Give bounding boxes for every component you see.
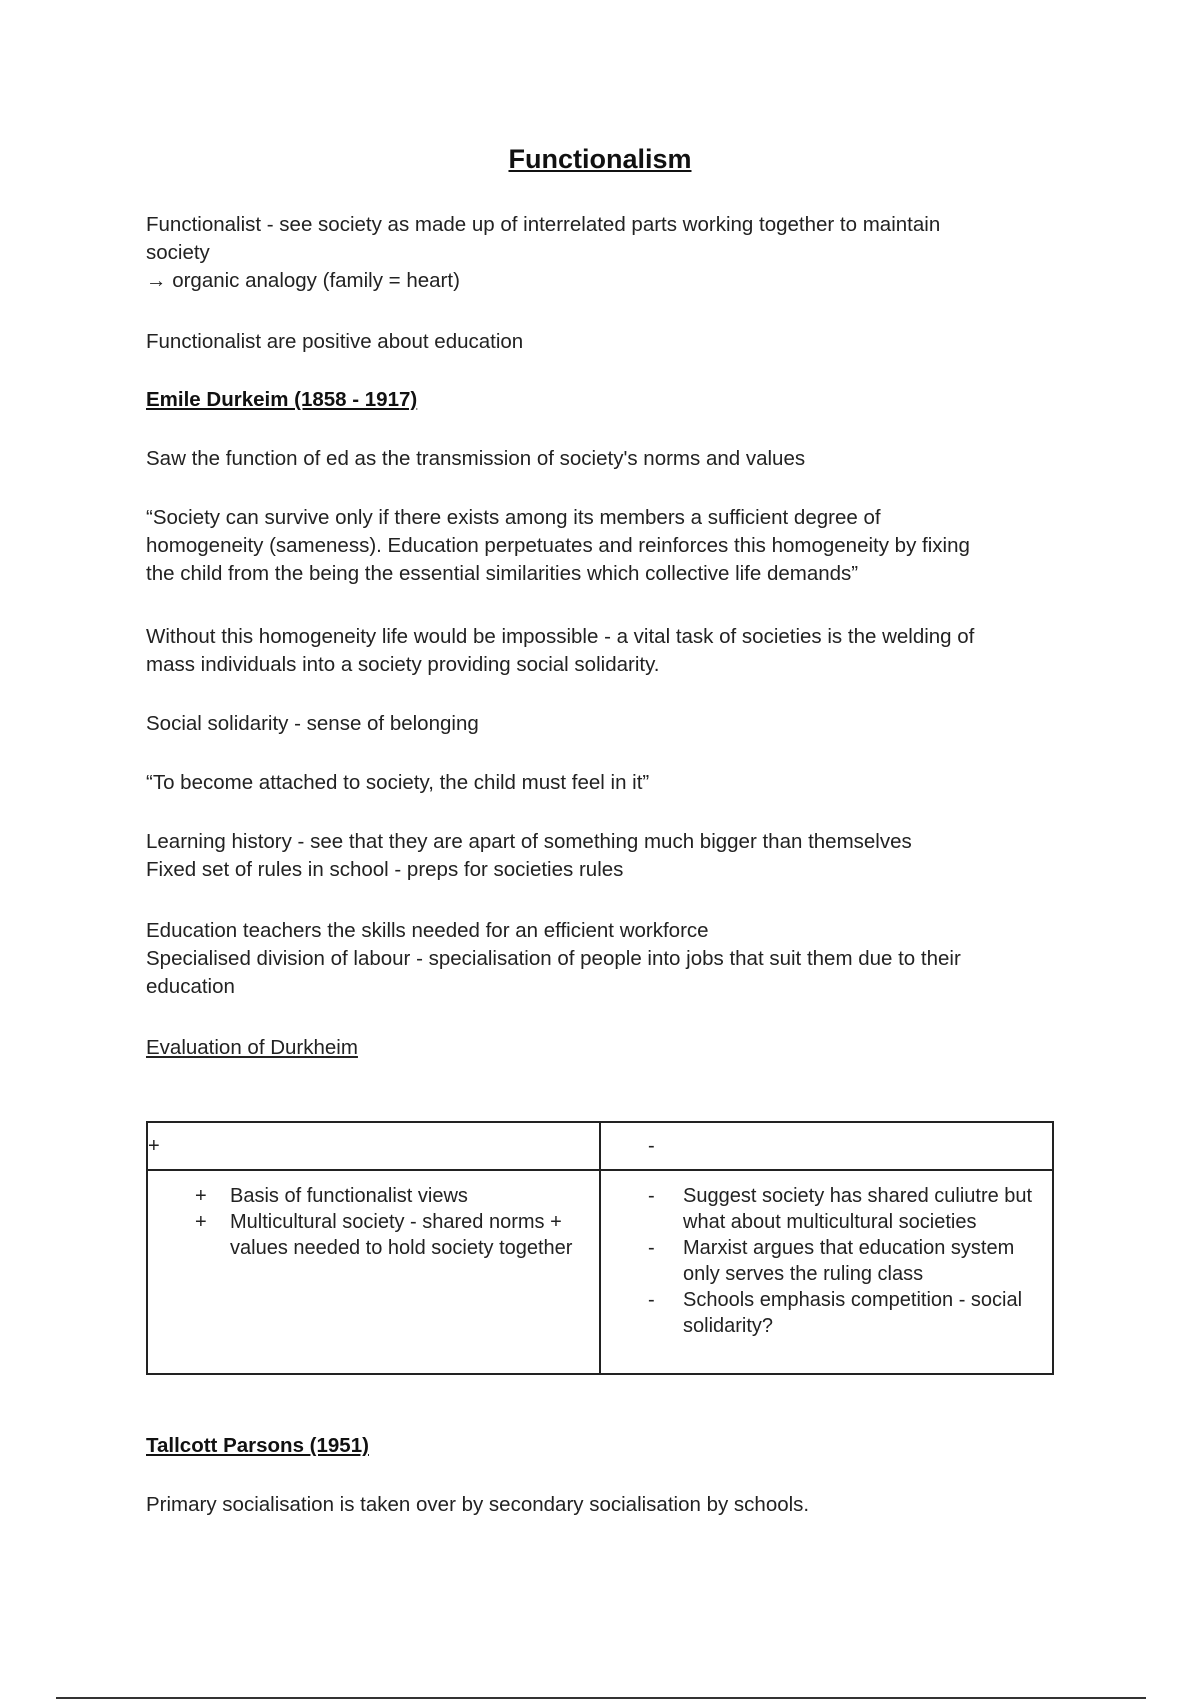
quote1-line-2: homogeneity (sameness). Education perpetuates and reinforces this homogeneity by fixing	[146, 534, 970, 557]
list-item-text: Multicultural society - shared norms + values needed to hold society together	[230, 1211, 573, 1259]
plus-list	[148, 1183, 599, 1269]
page-bottom-divider	[56, 1697, 1146, 1699]
list-item	[601, 1183, 1052, 1235]
minus-cell	[600, 1170, 1053, 1374]
list-item-text: Suggest society has shared culiutre but what about multicultural societies	[683, 1185, 1033, 1233]
plus-column-header: +	[147, 1122, 600, 1170]
intro-paragraph	[146, 211, 1066, 295]
division-line-2: education	[146, 975, 235, 998]
evaluation-table	[146, 1121, 1054, 1375]
plus-marker: +	[195, 1185, 207, 1207]
plus-cell	[147, 1170, 600, 1374]
history-line: Learning history - see that they are apart of something much bigger than themselves	[146, 830, 912, 853]
evaluation-heading: Evaluation of Durkheim	[146, 1036, 358, 1059]
workforce-paragraph	[146, 917, 1066, 1001]
list-item-text: Basis of functionalist views	[230, 1185, 468, 1207]
skills-line: Education teachers the skills needed for an efficient workforce	[146, 919, 709, 942]
minus-marker: -	[648, 1289, 655, 1311]
durkheim-function-paragraph: Saw the function of ed as the transmission of society's norms and values	[146, 447, 806, 470]
minus-marker: -	[648, 1237, 655, 1259]
durkheim-heading: Emile Durkeim (1858 - 1917)	[146, 388, 418, 411]
list-item-text: Marxist argues that education system only serves the ruling class	[683, 1237, 1015, 1285]
positive-paragraph: Functionalist are positive about education	[146, 330, 524, 353]
history-rules-paragraph	[146, 828, 1066, 884]
division-line-1: Specialised division of labour - specialisation of people into jobs that suit them due to their	[146, 947, 961, 970]
durkheim-quote-paragraph	[146, 504, 1066, 588]
list-item	[601, 1235, 1052, 1287]
quote1-line-1: “Society can survive only if there exists among its members a sufficient degree of	[146, 506, 881, 529]
plus-marker: +	[195, 1211, 207, 1233]
table-body-row	[147, 1170, 1053, 1374]
parsons-paragraph: Primary socialisation is taken over by secondary socialisation by schools.	[146, 1493, 810, 1516]
table-header-row	[147, 1122, 1053, 1170]
intro-line-2: society	[146, 241, 210, 264]
without-homogeneity-paragraph	[146, 623, 1066, 679]
attached-quote-paragraph: “To become attached to society, the child must feel in it”	[146, 771, 650, 794]
minus-marker: -	[648, 1185, 655, 1207]
minus-column-header: -	[600, 1122, 1053, 1170]
intro-line-3: → organic analogy (family = heart)	[146, 269, 460, 292]
social-solidarity-paragraph: Social solidarity - sense of belonging	[146, 712, 479, 735]
intro-line-1: Functionalist - see society as made up of interrelated parts working together to maintain	[146, 213, 941, 236]
list-item-text: Schools emphasis competition - social solidarity?	[683, 1289, 1023, 1337]
without-line-1: Without this homogeneity life would be impossible - a vital task of societies is the welding of	[146, 625, 975, 648]
list-item	[601, 1287, 1052, 1339]
parsons-heading: Tallcott Parsons (1951)	[146, 1434, 369, 1457]
minus-list	[601, 1183, 1052, 1347]
list-item	[148, 1183, 599, 1209]
page-title: Functionalism	[508, 144, 692, 174]
list-item	[148, 1209, 599, 1261]
quote1-line-3: the child from the being the essential similarities which collective life demands”	[146, 562, 859, 585]
without-line-2: mass individuals into a society providing social solidarity.	[146, 653, 660, 676]
rules-line: Fixed set of rules in school - preps for societies rules	[146, 858, 624, 881]
